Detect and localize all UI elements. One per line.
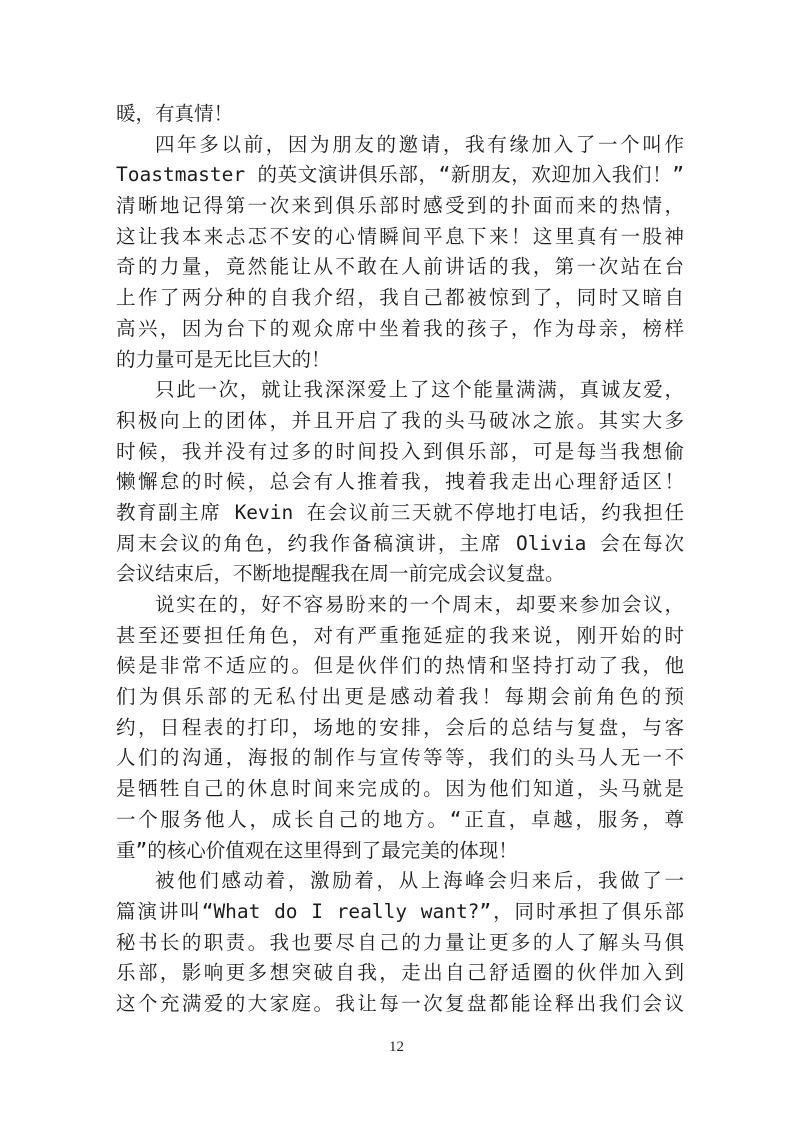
- text-line: Toastmaster 的英文演讲俱乐部，“新朋友，欢迎加入我们！”: [116, 163, 684, 187]
- text-line: 清晰地记得第一次来到俱乐部时感受到的扑面而来的热情，: [116, 194, 684, 218]
- text-line: 高兴，因为台下的观众席中坐着我的孩子，作为母亲，榜样: [116, 316, 684, 340]
- text-line: 教育副主席 Kevin 在会议前三天就不停地打电话，约我担任: [116, 500, 684, 524]
- text-line: 篇演讲叫“What do I really want?”，同时承担了俱乐部: [116, 899, 684, 923]
- text-line: 上作了两分种的自我介绍，我自己都被惊到了，同时又暗自: [116, 286, 684, 310]
- text-line: 重”的核心价值观在这里得到了最完美的体现！: [116, 838, 518, 862]
- text-line: 只此一次，就让我深深爱上了这个能量满满，真诚友爱，: [155, 378, 684, 402]
- text-line: 的力量可是无比巨大的！: [116, 347, 331, 371]
- text-line: 人们的沟通，海报的制作与宣传等等，我们的头马人无一不: [116, 746, 684, 770]
- text-line: 会议结束后，不断地提醒我在周一前完成会议复盘。: [116, 562, 565, 586]
- text-line: 这个充满爱的大家庭。我让每一次复盘都能诠释出我们会议: [116, 991, 684, 1015]
- text-line: 这让我本来忐忑不安的心情瞬间平息下来！这里真有一股神: [116, 224, 684, 248]
- text-line: 懒懈怠的时候，总会有人推着我，拽着我走出心理舒适区！: [116, 470, 684, 494]
- text-line: 奇的力量，竟然能让从不敢在人前讲话的我，第一次站在台: [116, 255, 684, 279]
- text-line: 时候，我并没有过多的时间投入到俱乐部，可是每当我想偷: [116, 439, 684, 463]
- text-line: 候是非常不适应的。但是伙伴们的热情和坚持打动了我，他: [116, 654, 684, 678]
- text-line: 甚至还要担任角色，对有严重拖延症的我来说，刚开始的时: [116, 623, 684, 647]
- text-line: 积极向上的团体，并且开启了我的头马破冰之旅。其实大多: [116, 408, 684, 432]
- page-number: 12: [389, 1039, 404, 1055]
- text-line: 乐部，影响更多想突破自我，走出自己舒适圈的伙伴加入到: [116, 961, 684, 985]
- text-line: 暖，有真情！: [116, 102, 234, 125]
- text-line: 是牺牲自己的休息时间来完成的。因为他们知道，头马就是: [116, 777, 684, 801]
- text-line: 秘书长的职责。我也要尽自己的力量让更多的人了解头马俱: [116, 930, 684, 954]
- text-line: 被他们感动着，激励着，从上海峰会归来后，我做了一: [155, 869, 684, 893]
- text-line: 们为俱乐部的无私付出更是感动着我！每期会前角色的预: [116, 685, 684, 709]
- body-text: [116, 99, 684, 1020]
- text-line: 四年多以前，因为朋友的邀请，我有缘加入了一个叫作: [155, 132, 684, 156]
- text-line: 周末会议的角色，约我作备稿演讲，主席 Olivia 会在每次: [116, 531, 684, 555]
- text-line: 一个服务他人，成长自己的地方。“正直，卓越，服务，尊: [116, 807, 684, 831]
- text-line: 约，日程表的打印，场地的安排，会后的总结与复盘，与客: [116, 715, 684, 739]
- text-line: 说实在的，好不容易盼来的一个周末，却要来参加会议，: [155, 593, 684, 616]
